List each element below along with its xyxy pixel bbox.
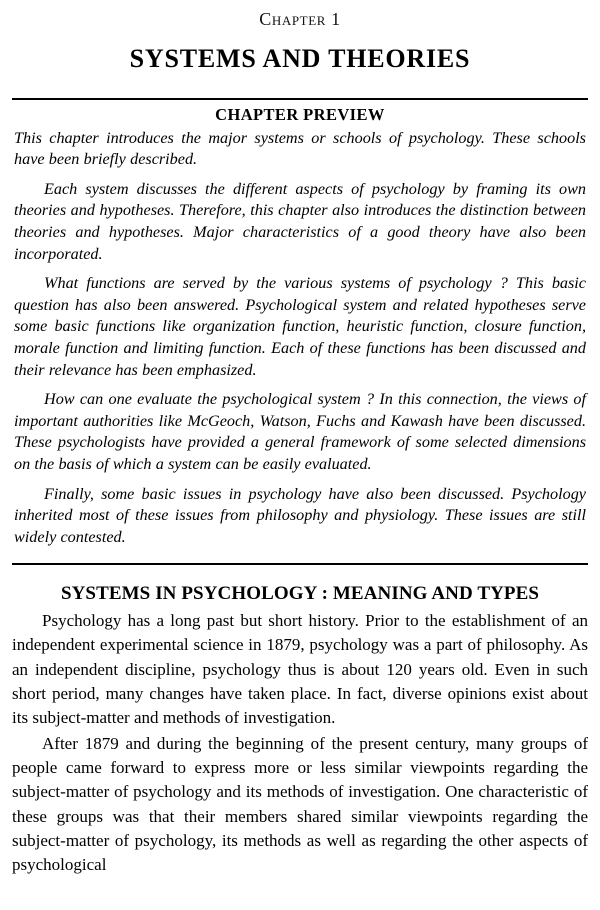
preview-paragraph: Each system discusses the different aspects of psychology by framing its own theories and hypotheses. Therefore, this chapter also introduces the distinction between theories and hypotheses. Major characteristics of a good theory have also been incorporated. [14,179,586,263]
divider-top [12,98,588,100]
body-paragraph: Psychology has a long past but short history. Prior to the establishment of an independent experimental science in 1879, psychology was a part of philosophy. As an independent discipline, psychology thus is about 120 years old. Even in such short period, many changes have taken place. In fact, diverse opinions exist about its subject-matter and methods of investigation. [12,611,588,728]
chapter-preview-body [12,128,588,549]
preview-paragraph: This chapter introduces the major systems or schools of psychology. These schools have been briefly described. [14,128,586,169]
preview-paragraph: What functions are served by the various systems of psychology ? This basic question has also been answered. Psychological system and related hypotheses serve some basic functions like organization function, heuristic function, closure function, morale function and limiting function. Each of these functions has been discussed and their relevance has been emphasized. [14,274,586,379]
chapter-label: Chapter 1 [259,9,341,29]
section-heading: SYSTEMS IN PSYCHOLOGY : MEANING AND TYPES [60,583,540,605]
preview-paragraph: How can one evaluate the psychological system ? In this connection, the views of important authorities like McGeoch, Watson, Fuchs and Kawash have been discussed. These psychologists have provided a general framework of some selected dimensions on the basis of which a system can be easily evaluated. [14,390,586,473]
divider-bottom [12,563,588,565]
body-paragraph: After 1879 and during the beginning of the present century, many groups of people came forward to express more or less similar viewpoints regarding the subject-matter of psychology and its methods of investigation. One characteristic of these groups was that their members shared similar viewpoints regarding the subject-matter of psychology, its methods as well as regarding the other aspects of psychological [12,733,588,875]
preview-paragraph: Finally, some basic issues in psychology have also been discussed. Psychology inherited most of these issues from philosophy and physiology. These issues are still widely contested. [14,484,586,546]
chapter-title: SYSTEMS AND THEORIES [129,43,471,73]
section-body [12,609,588,877]
chapter-preview-heading: CHAPTER PREVIEW [215,104,385,124]
